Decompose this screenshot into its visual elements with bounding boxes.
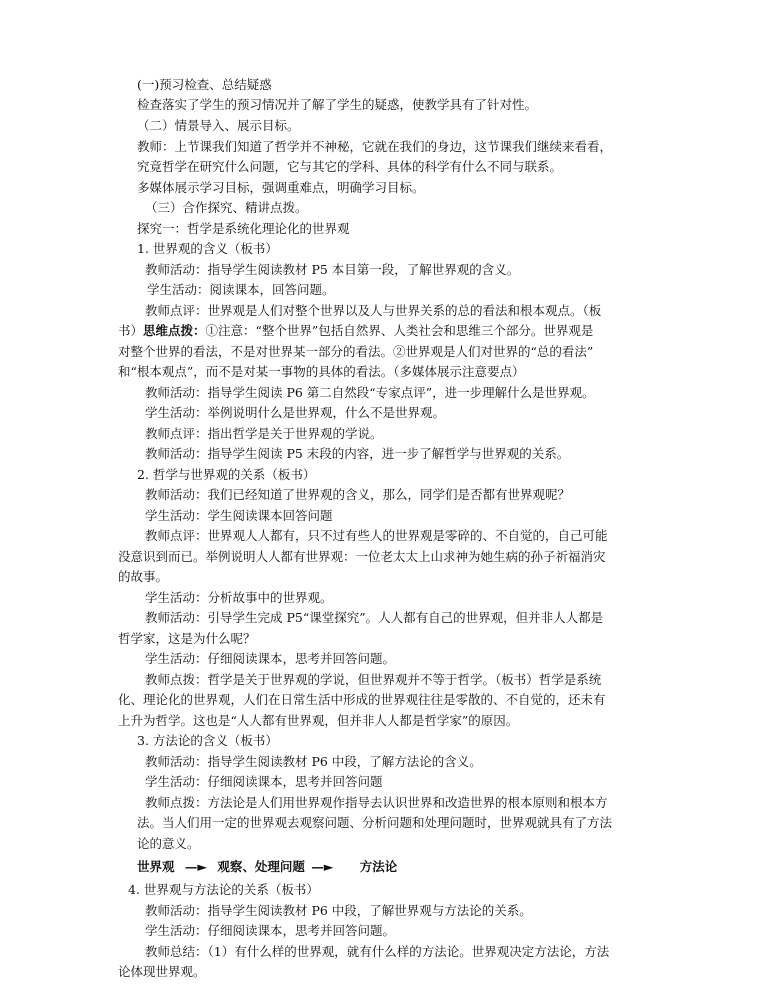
diagram-worldview: 世界观 (137, 859, 175, 874)
subheading-1: 1. 世界观的含义（板书） (137, 241, 278, 256)
diagram-observe-handle: 观察、处理问题 (217, 859, 305, 874)
paragraph-line (118, 323, 593, 339)
paragraph-line: 教师活动：指导学生阅读教材 P6 中段，了解世界观与方法论的关系。 (145, 903, 532, 918)
arrow-right-icon: —► (184, 859, 207, 874)
paragraph-line: 教师点评：世界观人人都有，只不过有些人的世界观是零碎的、不自觉的，自己可能 (145, 528, 608, 543)
paragraph-line: 教师点评：世界观是人们对整个世界以及人与世界关系的总的看法和根本观点。（板 (145, 303, 602, 318)
section-heading-explore: （三）合作探究、精讲点拨。 (145, 200, 308, 215)
thinking-tip-text: ①注意：“整个世界”包括自然界、人类社会和思维三个部分。世界观是 (205, 323, 594, 338)
paragraph-line: 检查落实了学生的预习情况并了解了学生的疑惑，使教学具有了针对性。 (137, 97, 538, 112)
paragraph-line: 学生活动：仔细阅读课本，思考并回答问题。 (145, 651, 396, 666)
paragraph-line: 多媒体展示学习目标，强调重难点，明确学习目标。 (137, 180, 425, 195)
paragraph-line: 教师点拨：哲学是关于世界观的学说，但世界观并不等于哲学。（板书）哲学是系统 (145, 672, 602, 687)
section-heading-intro: （二）情景导入、展示目标。 (137, 118, 300, 133)
paragraph-line: 教师活动：指导学生阅读 P5 末段的内容，进一步了解哲学与世界观的关系。 (145, 446, 570, 461)
paragraph-line: 论的意义。 (137, 836, 200, 851)
paragraph-line: 学生活动：仔细阅读课本，思考并回答问题。 (145, 923, 396, 938)
worldview-method-diagram (137, 859, 397, 875)
subheading-2: 2. 哲学与世界观的关系（板书） (137, 467, 316, 482)
paragraph-line: 教师：上节课我们知道了哲学并不神秘，它就在我们的身边，这节课我们继续来看看， (137, 139, 613, 154)
paragraph-line: 学生活动：举例说明什么是世界观，什么不是世界观。 (145, 405, 446, 420)
paragraph-line: 和“根本观点”，而不是对某一事物的具体的看法。（多媒体展示注意要点） (118, 364, 525, 379)
paragraph-line: 教师活动：引导学生完成 P5“课堂探究”。人人都有自己的世界观，但并非人人都是 (145, 610, 604, 625)
paragraph-line: 教师点评：指出哲学是关于世界观的学说。 (145, 426, 383, 441)
arrow-right-icon: —► (311, 859, 334, 874)
paragraph-line: 教师活动：指导学生阅读教材 P5 本目第一段，了解世界观的含义。 (145, 262, 520, 277)
paragraph-line: 没意识到而已。举例说明人人都有世界观：一位老太太上山求神为她生病的孙子祈福消灾 (118, 549, 606, 564)
paragraph-line: 学生活动：学生阅读课本回答问题 (145, 508, 333, 523)
paragraph-line: 上升为哲学。这也是“人人都有世界观，但并非人人都是哲学家”的原因。 (118, 713, 519, 728)
subheading-3: 3. 方法论的含义（板书） (137, 733, 278, 748)
paragraph-line: 究竟哲学在研究什么问题，它与其它的学科、具体的科学有什么不同与联系。 (137, 159, 563, 174)
paragraph-line: 教师点拨：方法论是人们用世界观作指导去认识世界和改造世界的根本原则和根本方 (145, 795, 608, 810)
paragraph-line: 对整个世界的看法，不是对世界某一部分的看法。②世界观是人们对世界的“总的看法” (118, 344, 594, 359)
thinking-tip-label: 思维点拨： (143, 323, 206, 338)
paragraph-line: 哲学家，这是为什么呢？ (118, 631, 256, 646)
inquiry-heading: 探究一：哲学是系统化理论化的世界观 (137, 221, 350, 236)
paragraph-line: 化、理论化的世界观，人们在日常生活中形成的世界观往往是零散的、不自觉的，还未有 (118, 692, 606, 707)
section-heading-preview: (一)预习检查、总结疑惑 (137, 77, 272, 92)
paragraph-line: 教师活动：我们已经知道了世界观的含义，那么，同学们是否都有世界观呢？ (145, 487, 571, 502)
paragraph-line: 学生活动：仔细阅读课本，思考并回答问题 (145, 774, 383, 789)
subheading-4: 4. 世界观与方法论的关系（板书） (128, 882, 319, 897)
paragraph-line: 教师活动：指导学生阅读教材 P6 中段，了解方法论的含义。 (145, 754, 482, 769)
board-note: 书） (118, 323, 144, 338)
paragraph-line: 的故事。 (118, 569, 169, 584)
paragraph-line: 法。当人们用一定的世界观去观察问题、分析问题和处理问题时，世界观就具有了方法 (137, 815, 613, 830)
paragraph-line: 学生活动：阅读课本，回答问题。 (147, 282, 335, 297)
paragraph-line: 学生活动：分析故事中的世界观。 (145, 590, 333, 605)
diagram-methodology: 方法论 (359, 859, 398, 874)
paragraph-line: 论体现世界观。 (118, 964, 206, 979)
paragraph-line: 教师总结：（1）有什么样的世界观，就有什么样的方法论。世界观决定方法论，方法 (145, 944, 610, 959)
paragraph-line: 教师活动：指导学生阅读 P6 第二自然段“专家点评”，进一步理解什么是世界观。 (145, 385, 595, 400)
